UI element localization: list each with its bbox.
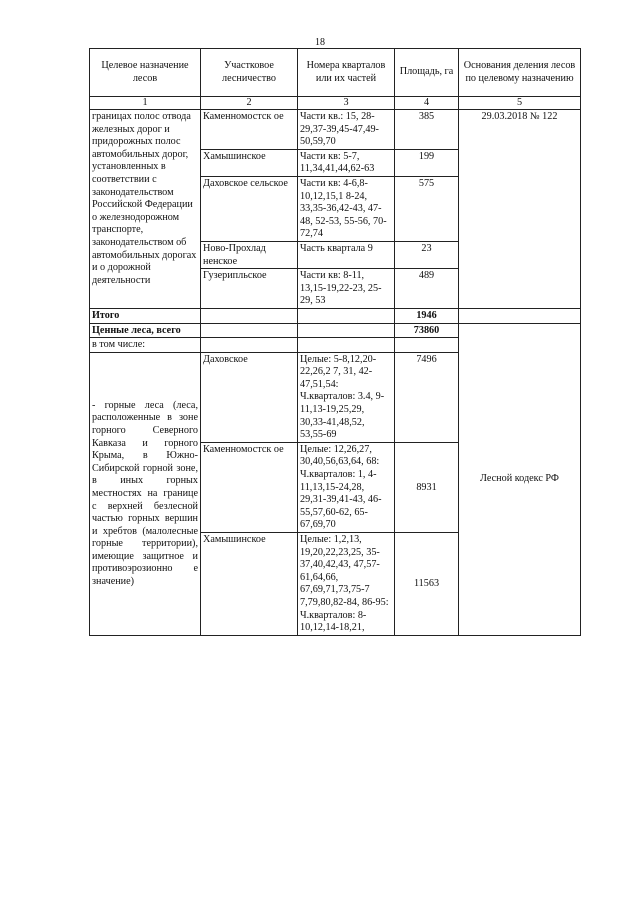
page-number: 18 (315, 37, 325, 48)
empty-cell (201, 338, 298, 353)
total-row (90, 308, 581, 323)
empty-cell (395, 338, 459, 353)
empty-cell (201, 323, 298, 338)
quarters-cell: Части кв: 4-6,8-10,12,15,1 8-24, 33,35-36,42-43, 47-48, 52-53, 55-56, 70-72,74 (298, 176, 395, 241)
total-area: 1946 (395, 308, 459, 323)
column-number: 4 (395, 97, 459, 110)
empty-cell (298, 338, 395, 353)
area-cell: 11563 (395, 533, 459, 636)
forestry-cell: Даховское (201, 352, 298, 442)
area-cell: 8931 (395, 442, 459, 532)
header-quarters: Номера кварталов или их частей (298, 49, 395, 97)
quarters-cell: Части кв: 5-7, 11,34,41,44,62-63 (298, 149, 395, 176)
column-number: 3 (298, 97, 395, 110)
column-number: 5 (459, 97, 581, 110)
purpose-cell: границах полос отвода железных дорог и придорожных полос автомобильных дорог, установленных в соответствии с законодательством Российской Федерации о железнодорожном транспорте, законодательством об автомобильных дорогах и о дорожной деятельности (90, 110, 201, 309)
forest-purpose-table (89, 48, 581, 636)
valuable-area: 73860 (395, 323, 459, 338)
quarters-cell: Целые: 12,26,27, 30,40,56,63,64, 68: Ч.кварталов: 1, 4-11,13,15-24,28, 29,31-39,41-43, 46-55,57,60-62, 65-67,69,70 (298, 442, 395, 532)
column-number: 1 (90, 97, 201, 110)
quarters-cell: Часть квартала 9 (298, 241, 395, 268)
empty-cell (298, 323, 395, 338)
forestry-cell: Хамышинское (201, 533, 298, 636)
total-label: Итого (90, 308, 201, 323)
empty-cell (298, 308, 395, 323)
quarters-cell: Целые: 1,2,13, 19,20,22,23,25, 35-37,40,42,43, 47,57-61,64,66, 67,69,71,73,75-7 7,79,80,82-84, 86-95: Ч.кварталов: 8-10,12,14-18,21, (298, 533, 395, 636)
valuable-label: Ценные леса, всего (90, 323, 201, 338)
column-number: 2 (201, 97, 298, 110)
header-basis: Основания деления лесов по целевому назначению (459, 49, 581, 97)
forestry-cell: Даховское сельское (201, 176, 298, 241)
header-area: Площадь, га (395, 49, 459, 97)
basis-cell: 29.03.2018 № 122 (459, 110, 581, 309)
area-cell: 489 (395, 269, 459, 309)
forestry-cell: Гузерипльское (201, 269, 298, 309)
area-cell: 575 (395, 176, 459, 241)
quarters-cell: Части кв.: 15, 28-29,37-39,45-47,49-50,59,70 (298, 110, 395, 150)
quarters-cell: Целые: 5-8,12,20-22,26,2 7, 31, 42-47,51,54: Ч.кварталов: 3.4, 9-11,13-19,25,29, 30,33-41,48,52, 53,55-69 (298, 352, 395, 442)
table-row (90, 110, 581, 150)
forestry-cell: Каменномостск ое (201, 110, 298, 150)
including-label: в том числе: (90, 338, 201, 353)
forestry-cell: Каменномостск ое (201, 442, 298, 532)
column-number-row (90, 97, 581, 110)
table-header-row (90, 49, 581, 97)
purpose-cell: - горные леса (леса, расположенные в зоне горного Северного Кавказа и горного Крыма, в Южно-Сибирской горной зоне, в иных горных местностях на границе с верхней безлесной частью горных вершин и хребтов (малолесные горные территории), имеющие защитное и противоэрозионно е значение) (90, 352, 201, 635)
header-purpose: Целевое назначение лесов (90, 49, 201, 97)
forestry-cell: Хамышинское (201, 149, 298, 176)
area-cell: 23 (395, 241, 459, 268)
quarters-cell: Части кв: 8-11, 13,15-19,22-23, 25-29, 53 (298, 269, 395, 309)
header-forestry: Участковое лесничество (201, 49, 298, 97)
area-cell: 385 (395, 110, 459, 150)
forestry-cell: Ново-Прохлад ненское (201, 241, 298, 268)
valuable-row (90, 323, 581, 338)
empty-cell (201, 308, 298, 323)
valuable-basis: Лесной кодекс РФ (459, 323, 581, 635)
area-cell: 7496 (395, 352, 459, 442)
area-cell: 199 (395, 149, 459, 176)
empty-cell (459, 308, 581, 323)
